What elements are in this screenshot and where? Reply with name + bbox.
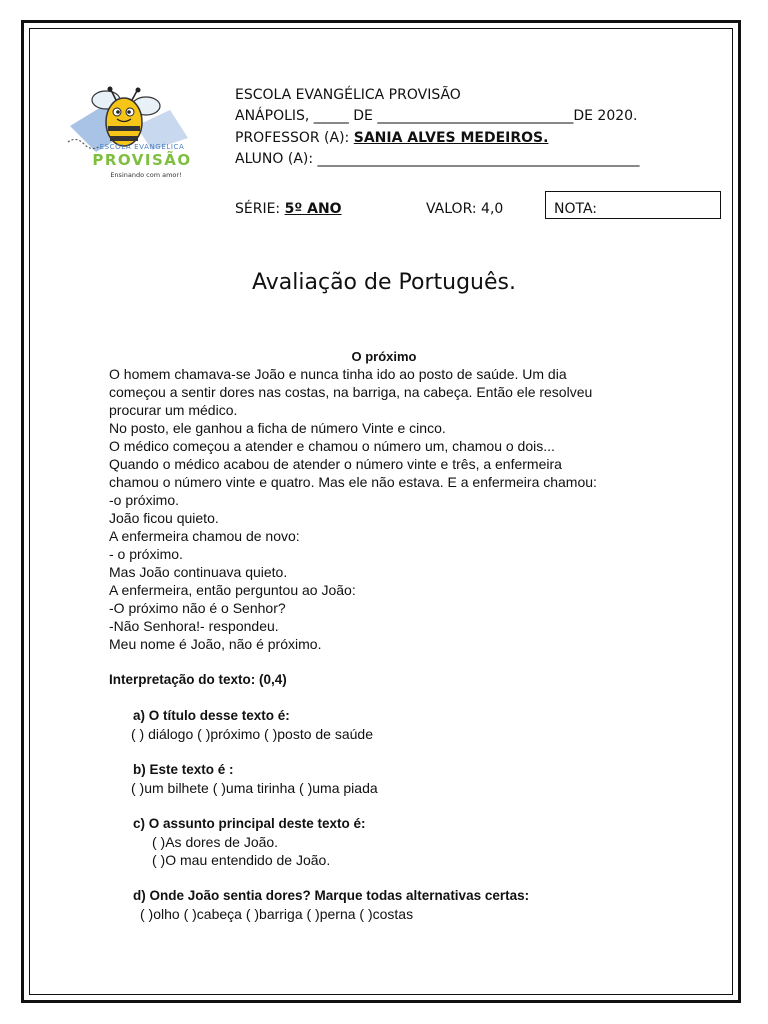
- story-line: João ficou quieto.: [109, 510, 219, 526]
- option-c-2: ( )O mau entendido de João.: [152, 852, 331, 868]
- story-line: O homem chamava-se João e nunca tinha ido ao posto de saúde. Um dia: [109, 366, 567, 382]
- story-line: -o próximo.: [109, 492, 180, 508]
- option-c-1: ( )As dores de João.: [152, 834, 279, 850]
- question-b: b) Este texto é :: [133, 762, 234, 777]
- story-line: chamou o número vinte e quatro. Mas ele não estava. E a enfermeira chamou:: [109, 474, 597, 490]
- options-d: ( )olho ( )cabeça ( )barriga ( )perna ( )costas: [140, 906, 414, 922]
- svg-text:ESCOLA EVANGÉLICA: ESCOLA EVANGÉLICA: [99, 143, 185, 151]
- story-line: Quando o médico acabou de atender o número vinte e três, a enfermeira: [109, 456, 562, 472]
- story-line: A enfermeira chamou de novo:: [109, 528, 300, 544]
- story-line: começou a sentir dores nas costas, na barriga, na cabeça. Então ele resolveu: [109, 384, 593, 400]
- serie-value: 5º ANO: [284, 201, 342, 217]
- story-line: Mas João continuava quieto.: [109, 564, 288, 580]
- story-line: A enfermeira, então perguntou ao João:: [109, 582, 356, 598]
- options-b: ( )um bilhete ( )uma tirinha ( )uma piada: [131, 780, 378, 796]
- story-line: No posto, ele ganhou a ficha de número Vinte e cinco.: [109, 420, 446, 436]
- page-title: Avaliação de Português.: [252, 270, 516, 295]
- serie-label: SÉRIE:: [235, 201, 285, 217]
- svg-text:PROVISÃO: PROVISÃO: [92, 151, 192, 169]
- teacher-label: PROFESSOR (A):: [235, 130, 354, 146]
- serie-line: [235, 201, 342, 217]
- story-line: -Não Senhora!- respondeu.: [109, 618, 279, 634]
- story-line: procurar um médico.: [109, 402, 238, 418]
- city-date-line: ANÁPOLIS, _____ DE ____________________________DE 2020.: [235, 108, 638, 124]
- story-line: -O próximo não é o Senhor?: [109, 600, 286, 616]
- nota-label: NOTA:: [554, 201, 598, 217]
- school-name: ESCOLA EVANGÉLICA PROVISÃO: [235, 87, 461, 103]
- story-line: O médico começou a atender e chamou o número um, chamou o dois...: [109, 438, 555, 454]
- teacher-line: [235, 130, 548, 146]
- story-line: - o próximo.: [109, 546, 183, 562]
- teacher-name: SANIA ALVES MEDEIROS.: [353, 130, 549, 146]
- question-d: d) Onde João sentia dores? Marque todas alternativas certas:: [133, 888, 530, 903]
- story-title: O próximo: [351, 349, 417, 364]
- question-a: a) O título desse texto é:: [133, 708, 290, 723]
- story-line: Meu nome é João, não é próximo.: [109, 636, 322, 652]
- options-a: ( ) diálogo ( )próximo ( )posto de saúde: [131, 726, 373, 742]
- section-heading: Interpretação do texto: (0,4): [109, 672, 287, 687]
- svg-text:Ensinando com amor!: Ensinando com amor!: [110, 171, 182, 179]
- question-c: c) O assunto principal deste texto é:: [133, 816, 366, 831]
- school-logo: [66, 86, 212, 184]
- valor-label: VALOR: 4,0: [426, 201, 504, 217]
- student-line: ALUNO (A): ______________________________________________: [235, 151, 640, 167]
